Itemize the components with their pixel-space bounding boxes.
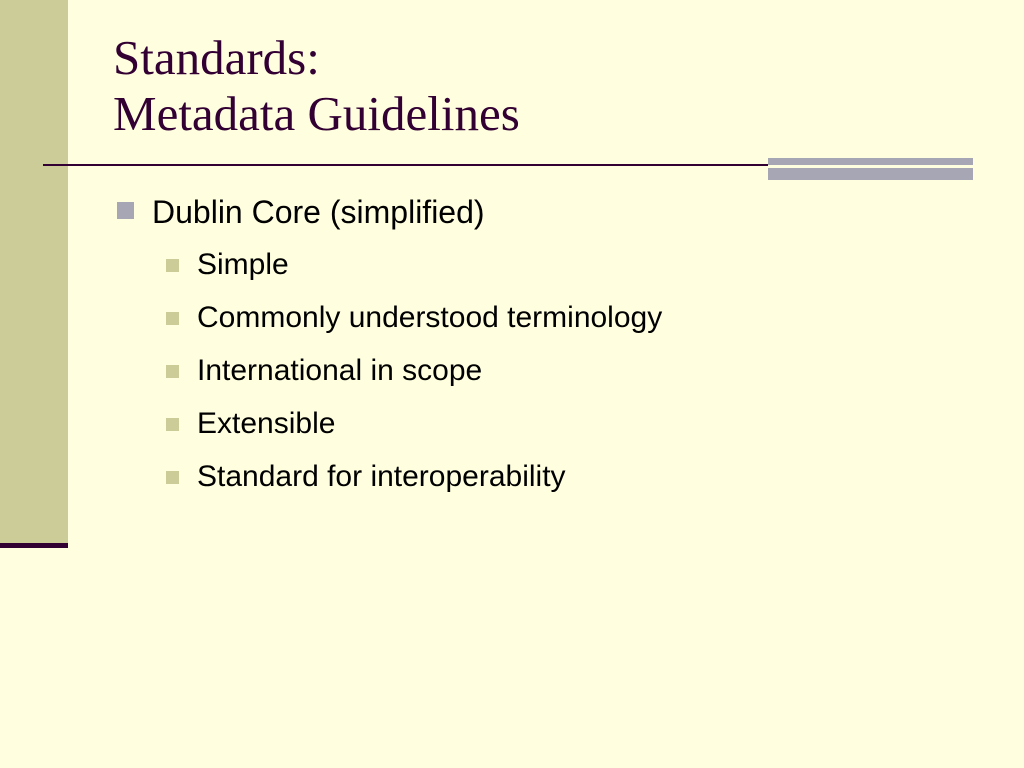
sub-bullet-text: Standard for interoperability: [197, 460, 566, 493]
sub-bullet-text: Extensible: [197, 407, 336, 440]
small-square-bullet-icon: [166, 471, 179, 484]
small-square-bullet-icon: [166, 312, 179, 325]
list-item: [166, 299, 662, 352]
square-bullet-icon: [117, 202, 134, 219]
sub-bullet-text: Simple: [197, 248, 289, 281]
small-square-bullet-icon: [166, 259, 179, 272]
list-item: [166, 246, 662, 299]
sub-bullet-list: [166, 246, 662, 511]
list-item: [166, 405, 662, 458]
sub-bullet-text: Commonly understood terminology: [197, 301, 663, 334]
list-item: [166, 458, 662, 511]
small-square-bullet-icon: [166, 365, 179, 378]
sub-bullet-text: International in scope: [197, 354, 483, 387]
small-square-bullet-icon: [166, 418, 179, 431]
main-bullet-item: [117, 192, 485, 232]
slide-title-line-1: Standards:: [113, 30, 320, 85]
list-item: [166, 352, 662, 405]
main-bullet-text: Dublin Core (simplified): [152, 194, 485, 230]
slide-title-line-2: Metadata Guidelines: [113, 86, 520, 141]
